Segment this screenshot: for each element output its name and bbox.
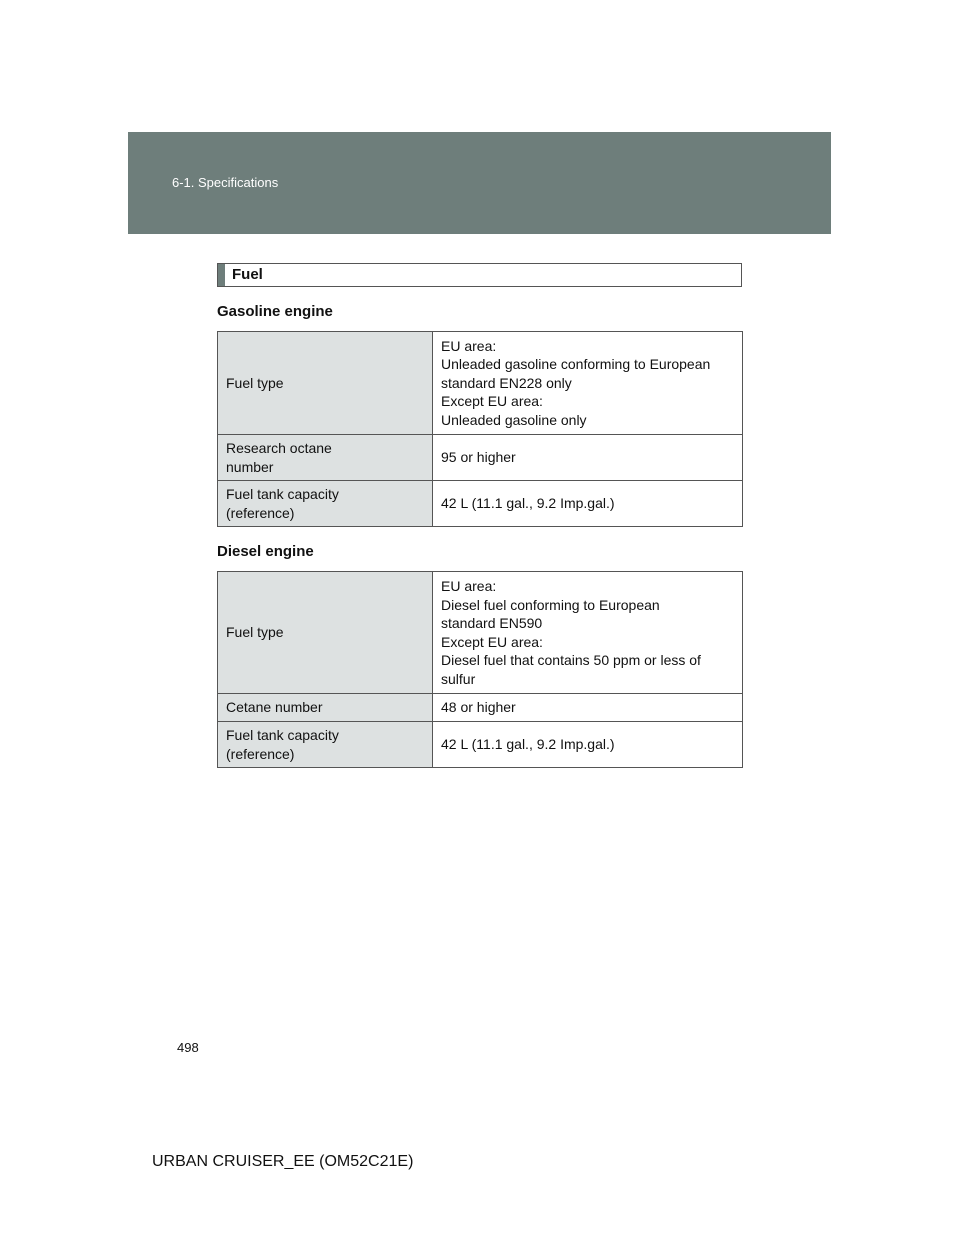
table-row: [218, 435, 743, 481]
section-title: Fuel: [232, 266, 263, 283]
gasoline-spec-table: [217, 331, 743, 527]
row-value: [433, 572, 743, 694]
row-value: [433, 435, 743, 481]
value-line: Unleaded gasoline only: [441, 411, 587, 428]
row-label: [218, 694, 433, 722]
value-line: Diesel fuel conforming to European: [441, 596, 660, 613]
section-marker: [218, 264, 225, 286]
value-line: 48 or higher: [441, 699, 516, 716]
diesel-spec-table: [217, 571, 743, 768]
row-label: [218, 332, 433, 435]
value-line: 95 or higher: [441, 449, 516, 466]
header-section-label: 6-1. Specifications: [172, 175, 279, 190]
label-line: Fuel tank capacity: [226, 727, 339, 743]
value-line: Except EU area:: [441, 633, 543, 650]
value-line: standard EN228 only: [441, 374, 572, 391]
label-line: Fuel type: [226, 624, 284, 641]
label-line: Research octane: [226, 440, 332, 456]
label-line: Fuel type: [226, 374, 284, 391]
label-line: (reference): [226, 745, 295, 762]
label-line: Fuel tank capacity: [226, 486, 339, 502]
gasoline-engine-heading: Gasoline engine: [217, 303, 333, 320]
table-row: [218, 572, 743, 694]
section-heading: [217, 263, 742, 287]
footer-model-code: URBAN CRUISER_EE (OM52C21E): [152, 1153, 414, 1170]
row-label: [218, 722, 433, 768]
value-line: Except EU area:: [441, 393, 543, 410]
row-value: [433, 694, 743, 722]
label-line: Cetane number: [226, 699, 323, 716]
value-line: Unleaded gasoline conforming to European: [441, 356, 711, 373]
value-line: EU area:: [441, 337, 497, 354]
label-line: number: [226, 458, 274, 475]
row-label: [218, 572, 433, 694]
row-value: [433, 722, 743, 768]
table-row: [218, 332, 743, 435]
value-line: sulfur: [441, 670, 476, 687]
row-label: [218, 481, 433, 527]
value-line: 42 L (11.1 gal., 9.2 Imp.gal.): [441, 736, 615, 753]
row-value: [433, 332, 743, 435]
value-line: Diesel fuel that contains 50 ppm or less of: [441, 652, 701, 668]
table-row: [218, 722, 743, 768]
value-line: 42 L (11.1 gal., 9.2 Imp.gal.): [441, 495, 615, 512]
row-label: [218, 435, 433, 481]
table-row: [218, 694, 743, 722]
label-line: (reference): [226, 504, 295, 521]
page-number: 498: [177, 1040, 199, 1055]
table-row: [218, 481, 743, 527]
diesel-engine-heading: Diesel engine: [217, 543, 314, 560]
value-line: EU area:: [441, 578, 497, 594]
value-line: standard EN590: [441, 615, 543, 631]
row-value: [433, 481, 743, 527]
